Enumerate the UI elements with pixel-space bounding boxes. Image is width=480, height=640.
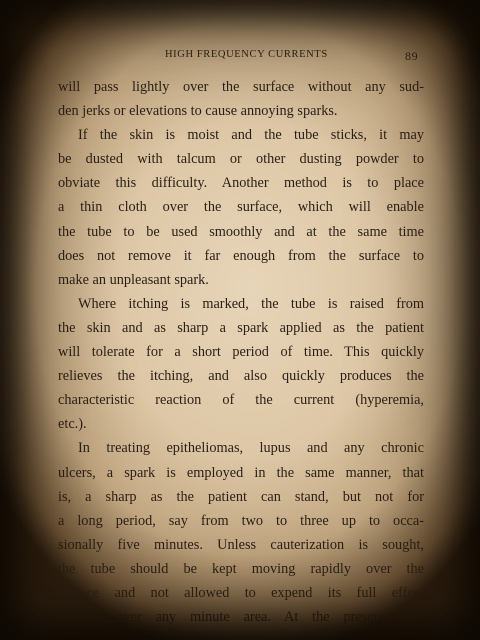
text-line: a long period, say from two to three up to occa- [58,512,424,529]
text-line: the skin and as sharp a spark applied as the patient [58,319,424,336]
text-line: be dusted with talcum or other dusting powder to [58,151,424,168]
paragraph-2 [58,123,424,292]
text-line: is, a sharp as the patient can stand, but not for [58,488,424,505]
text-line: If the skin is moist and the tube sticks, it may [78,127,424,144]
text-line: surface and not allowed to expend its full effect [58,584,424,601]
text-line: make an unpleasant spark. [58,271,209,288]
text-line: relieves the itching, and also quickly produces the [58,368,424,385]
text-line: a thin cloth over the surface, which will enable [58,199,424,216]
text-line: steadily over any minute area. At the present time [58,609,424,626]
text-line: does not remove it far enough from the surface to [58,247,424,264]
text-line: obviate this difficulty. Another method is to place [58,175,424,192]
running-head-title: HIGH FREQUENCY CURRENTS [165,49,328,60]
text-line: characteristic reaction of the current (hyperemia, [58,392,424,409]
text-line: will tolerate for a short period of time. This quickly [58,344,424,361]
text-line: etc.). [58,416,87,433]
text-line: the tube to be used smoothly and at the same time [58,223,424,240]
body-text [58,75,424,629]
running-head [0,49,480,65]
text-line: den jerks or elevations to cause annoying sparks. [58,103,338,120]
text-line: the tube should be kept moving rapidly over the [58,560,424,577]
page-number: 89 [405,49,419,63]
paragraph-4 [58,436,424,629]
text-line: ulcers, a spark is employed in the same manner, that [58,464,424,481]
text-line: sionally five minutes. Unless cauterization is sought, [58,536,424,553]
paragraph-3 [58,292,424,437]
text-line: will pass lightly over the surface without any sud- [58,79,424,95]
text-line: In treating epitheliomas, lupus and any chronic [78,440,424,457]
paragraph-1 [58,75,424,123]
text-line: Where itching is marked, the tube is raised from [78,295,424,312]
